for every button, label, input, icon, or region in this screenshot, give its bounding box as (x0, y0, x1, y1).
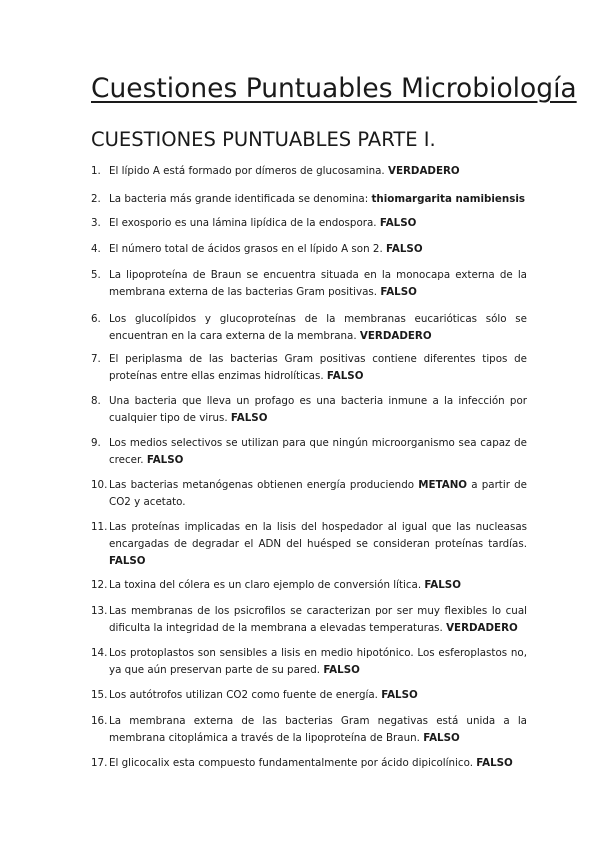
list-item (91, 267, 527, 301)
answer: VERDADERO (446, 622, 518, 634)
answer: VERDADERO (387, 165, 460, 177)
question-text: Los protoplastos son sensibles a lisis en medio hipotónico. Los esferoplastos no, ya que aún preservan parte de su pared. (109, 647, 527, 676)
item-number: 1. (91, 165, 101, 177)
item-number: 7. (91, 353, 101, 365)
item-number: 12. (91, 579, 108, 591)
item-number: 14. (91, 647, 108, 659)
list-item (91, 311, 527, 345)
item-number: 3. (91, 217, 101, 229)
question-text: El periplasma de las bacterias Gram positivas contiene diferentes tipos de proteínas entre ellas enzimas hidrolíticas. (109, 353, 527, 382)
answer: thiomargarita namibiensis (371, 193, 526, 205)
answer: FALSO (109, 555, 146, 567)
question-text: El número total de ácidos grasos en el lípido A son 2. (109, 243, 383, 255)
item-number: 8. (91, 395, 101, 407)
question-text: El lípido A está formado por dímeros de glucosamina. (109, 165, 385, 177)
question-text: Los glucolípidos y glucoproteínas de la membranas eucarióticas sólo se encuentran en la cara externa de la membrana. (109, 313, 527, 342)
question-text: Las membranas de los psicrofilos se caracterizan por ser muy flexibles lo cual dificulta la integridad de la membrana a elevadas temperaturas. (109, 605, 527, 634)
item-number: 9. (91, 437, 101, 449)
item-number: 4. (91, 243, 101, 255)
question-text: La toxina del cólera es un claro ejemplo de conversión lítica. (109, 579, 422, 591)
page-title: Cuestiones Puntuables Microbiología (91, 73, 577, 104)
item-number: 2. (91, 193, 101, 205)
item-number: 11. (91, 521, 108, 533)
list-item (91, 577, 527, 594)
answer: FALSO (386, 243, 423, 255)
list-item (91, 755, 527, 772)
list-item (91, 191, 527, 208)
answer: FALSO (326, 370, 364, 382)
question-text: La bacteria más grande identificada se denomina: (109, 193, 369, 205)
question-text: Los medios selectivos se utilizan para que ningún microorganismo sea capaz de crecer. (109, 437, 527, 466)
answer: FALSO (381, 689, 418, 701)
question-text: Las bacterias metanógenas obtienen energía produciendo (109, 479, 415, 491)
list-item (91, 241, 527, 258)
item-number: 5. (91, 269, 101, 281)
answer: FALSO (424, 579, 461, 591)
question-text: La lipoproteína de Braun se encuentra situada en la monocapa externa de la membrana externa de las bacterias Gram positivas. (109, 269, 527, 298)
answer: FALSO (323, 664, 360, 676)
answer: FALSO (379, 217, 417, 229)
list-item (91, 435, 527, 469)
list-item (91, 393, 527, 427)
answer: FALSO (230, 412, 268, 424)
question-text: La membrana externa de las bacterias Gram negativas está unida a la membrana citoplámica a través de la lipoproteína de Braun. (109, 715, 527, 744)
section-heading: CUESTIONES PUNTUABLES PARTE I. (91, 128, 436, 151)
list-item (91, 351, 527, 385)
list-item (91, 215, 527, 232)
question-text: Una bacteria que lleva un profago es una bacteria inmune a la infección por cualquier tipo de virus. (109, 395, 527, 424)
answer: FALSO (146, 454, 184, 466)
list-item (91, 645, 527, 679)
item-number: 15. (91, 689, 108, 701)
answer: METANO (418, 479, 468, 491)
answer: FALSO (423, 732, 460, 744)
question-text-continued: a partir de CO2 y acetato. (109, 479, 527, 508)
list-item (91, 603, 527, 637)
question-text: Los autótrofos utilizan CO2 como fuente de energía. (109, 689, 378, 701)
answer: FALSO (380, 286, 417, 298)
item-number: 17. (91, 757, 108, 769)
list-item (91, 163, 527, 180)
question-text: El glicocalix esta compuesto fundamentalmente por ácido dipicolínico. (109, 757, 473, 769)
item-number: 16. (91, 715, 108, 727)
list-item (91, 687, 527, 704)
list-item (91, 519, 527, 570)
item-number: 13. (91, 605, 108, 617)
list-item (91, 477, 527, 511)
question-text: Las proteínas implicadas en la lisis del hospedador al igual que las nucleasas encargadas de degradar el ADN del huésped se consideran proteínas tardías. (109, 521, 527, 550)
question-text: El exosporio es una lámina lipídica de la endospora. (109, 217, 377, 229)
item-number: 10. (91, 479, 108, 491)
answer: FALSO (476, 757, 513, 769)
list-item (91, 713, 527, 747)
item-number: 6. (91, 313, 101, 325)
answer: VERDADERO (359, 330, 432, 342)
